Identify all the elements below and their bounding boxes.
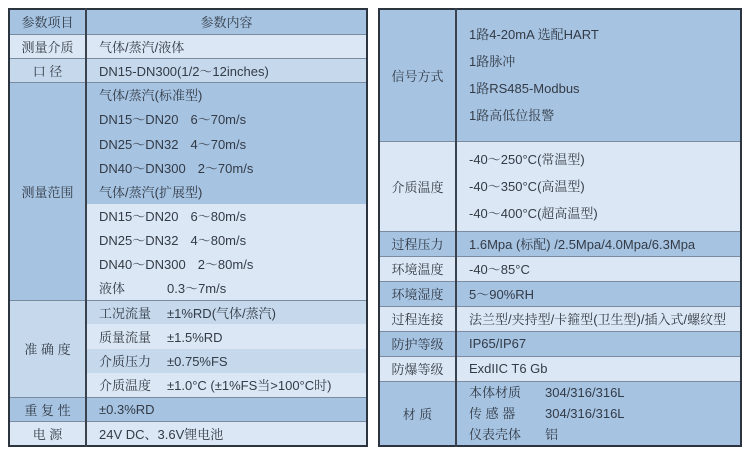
row-range-1	[9, 83, 367, 107]
accuracy-line-name: 介质压力	[99, 354, 152, 370]
signal-line: 1路高低位报警	[469, 108, 555, 124]
row-medium-temp	[379, 141, 741, 231]
repeatability-label: 重 复 性	[9, 397, 86, 421]
range-line	[86, 276, 367, 300]
accuracy-line-value: ±1.5%RD	[167, 330, 223, 346]
material-label: 材 质	[379, 381, 456, 446]
range-line-value: 6～80m/s	[190, 209, 247, 225]
material-line	[469, 424, 740, 445]
accuracy-line	[86, 349, 367, 373]
row-accuracy-1	[9, 300, 367, 324]
power-value: 24V DC、3.6V锂电池	[86, 421, 367, 445]
measuring-medium-label: 测量介质	[9, 34, 86, 58]
ambient-temp-value: -40～85°C	[456, 256, 741, 281]
range-line-name: 气体/蒸汽(扩展型)	[99, 184, 203, 200]
material-line-value: 铝	[545, 426, 559, 442]
range-line-value: 6～70m/s	[190, 112, 247, 128]
signal-lines	[456, 9, 741, 141]
explosion-proof-value: ExdIIC T6 Gb	[456, 356, 741, 381]
material-line-name: 传 感 器	[469, 405, 516, 421]
range-line-value: 4～70m/s	[190, 136, 247, 152]
protection-rating-value: IP65/IP67	[456, 331, 741, 356]
diameter-label: 口 径	[9, 58, 86, 82]
accuracy-line-name: 工况流量	[99, 306, 152, 322]
spec-table-right	[378, 8, 742, 447]
signal-line: 1路4-20mA 选配HART	[469, 27, 599, 43]
signal-line: 1路脉冲	[469, 54, 516, 70]
medium-temp-line: -40～250°C(常温型)	[469, 151, 585, 167]
range-line-value: 2～70m/s	[197, 160, 254, 176]
range-line-name: 气体/蒸汽(标准型)	[99, 88, 203, 104]
ambient-temp-label: 环境温度	[379, 256, 456, 281]
accuracy-line-value: ±0.75%FS	[167, 354, 228, 370]
row-ambient-temp	[379, 256, 741, 281]
row-protection-rating	[379, 331, 741, 356]
measuring-medium-value: 气体/蒸汽/液体	[86, 34, 367, 58]
range-line-name: DN15～DN20	[99, 209, 179, 225]
diameter-value: DN15-DN300(1/2～12inches)	[86, 58, 367, 82]
row-material	[379, 381, 741, 446]
range-line-name: DN40～DN300	[99, 257, 186, 273]
accuracy-line-value: ±1.0°C (±1%FS当>100°C时)	[167, 378, 332, 394]
material-line-value: 304/316/316L	[545, 384, 625, 400]
medium-temp-line: -40～350°C(高温型)	[469, 178, 585, 194]
range-line-name: 液体	[99, 281, 126, 297]
accuracy-line-name: 质量流量	[99, 330, 152, 346]
accuracy-line	[86, 324, 367, 348]
row-measuring-medium	[9, 34, 367, 58]
accuracy-line-name: 介质温度	[99, 378, 152, 394]
range-line	[86, 107, 367, 131]
range-line-value: 4～80m/s	[190, 233, 247, 249]
range-line	[86, 252, 367, 276]
range-line	[86, 83, 367, 107]
range-line-name: DN25～DN32	[99, 233, 179, 249]
signal-label: 信号方式	[379, 9, 456, 141]
signal-line: 1路RS485-Modbus	[469, 81, 580, 97]
row-ambient-humidity	[379, 281, 741, 306]
row-process-pressure	[379, 231, 741, 256]
range-line	[86, 155, 367, 179]
material-line-name: 本体材质	[469, 384, 522, 400]
medium-temp-label: 介质温度	[379, 141, 456, 231]
header-param-item: 参数项目	[9, 9, 86, 34]
material-line-name: 仪表壳体	[469, 426, 522, 442]
left-header-row	[9, 9, 367, 34]
range-label: 测量范围	[9, 83, 86, 301]
row-explosion-proof	[379, 356, 741, 381]
spec-table-left	[8, 8, 368, 447]
material-line	[469, 382, 740, 403]
ambient-humidity-label: 环境湿度	[379, 281, 456, 306]
row-power	[9, 421, 367, 445]
range-line	[86, 228, 367, 252]
row-process-connection	[379, 306, 741, 331]
process-connection-value: 法兰型/夹持型/卡箍型(卫生型)/插入式/螺纹型	[456, 306, 741, 331]
repeatability-value: ±0.3%RD	[86, 397, 367, 421]
process-connection-label: 过程连接	[379, 306, 456, 331]
process-pressure-value: 1.6Mpa (标配) /2.5Mpa/4.0Mpa/6.3Mpa	[456, 231, 741, 256]
explosion-proof-label: 防爆等级	[379, 356, 456, 381]
accuracy-line-value: ±1%RD(气体/蒸汽)	[167, 306, 276, 322]
range-line-name: DN25～DN32	[99, 136, 179, 152]
accuracy-label: 准 确 度	[9, 300, 86, 397]
accuracy-line	[86, 373, 367, 397]
medium-temp-lines	[456, 141, 741, 231]
material-line	[469, 403, 740, 424]
range-line-name: DN40～DN300	[99, 160, 186, 176]
range-line	[86, 131, 367, 155]
row-diameter	[9, 58, 367, 82]
range-line	[86, 179, 367, 203]
protection-rating-label: 防护等级	[379, 331, 456, 356]
range-line-value: 2～80m/s	[197, 257, 254, 273]
medium-temp-line: -40～400°C(超高温型)	[469, 205, 598, 221]
accuracy-line	[86, 300, 367, 324]
material-lines	[456, 381, 741, 446]
range-line-name: DN15～DN20	[99, 112, 179, 128]
range-line-value: 0.3～7m/s	[167, 281, 227, 297]
process-pressure-label: 过程压力	[379, 231, 456, 256]
row-signal	[379, 9, 741, 141]
ambient-humidity-value: 5～90%RH	[456, 281, 741, 306]
material-line-value: 304/316/316L	[545, 405, 625, 421]
range-line	[86, 204, 367, 228]
header-param-content: 参数内容	[86, 9, 367, 34]
power-label: 电 源	[9, 421, 86, 445]
row-repeatability	[9, 397, 367, 421]
